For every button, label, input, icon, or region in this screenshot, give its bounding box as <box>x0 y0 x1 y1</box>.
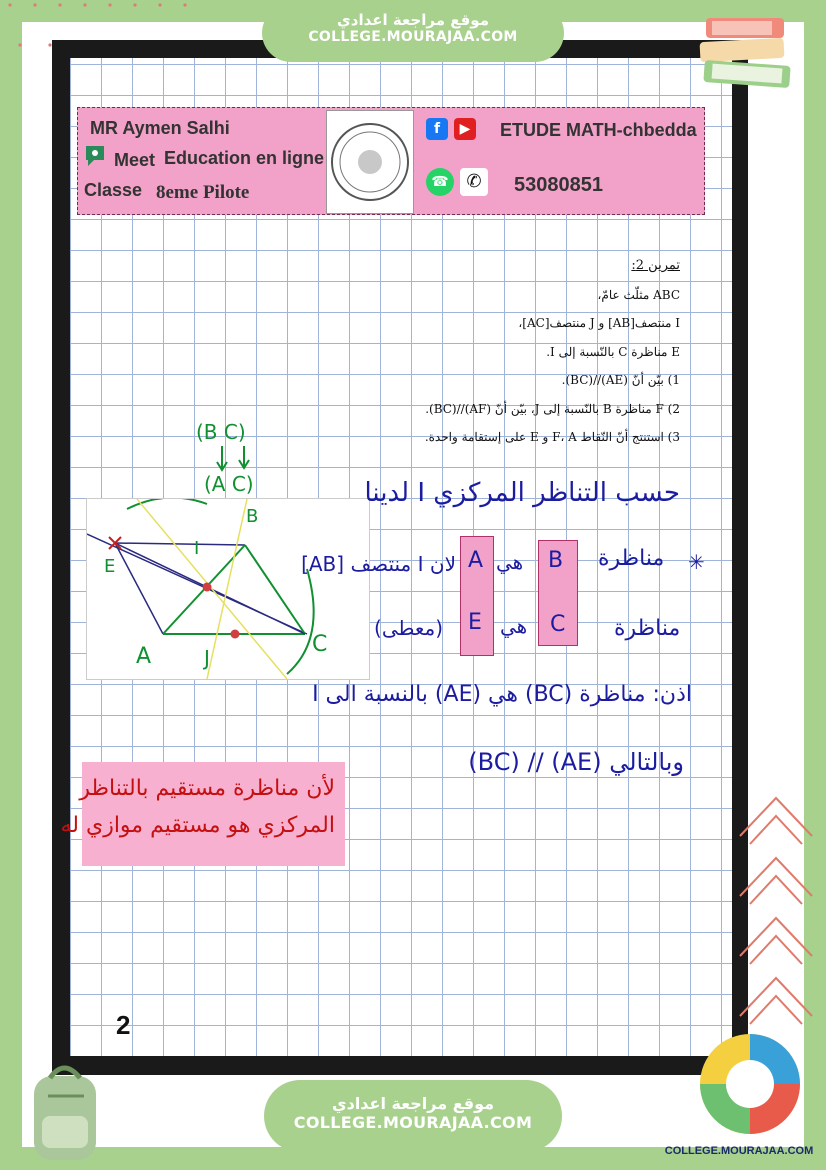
chevron-up-icon <box>736 792 816 1052</box>
label-C: C <box>312 632 328 657</box>
label-B: B <box>246 506 259 527</box>
exercise-line: ABC مثلّث عامّ، <box>597 287 680 302</box>
row1-right: لان I منتصف [AB] <box>301 552 456 576</box>
row1-left: مناظرة <box>598 546 665 571</box>
teacher-name: MR Aymen Salhi <box>90 118 230 138</box>
solution-line-1: حسب التناظر المركزي I لدينا <box>364 478 680 508</box>
exercise-line: I منتصف[AB] و J منتصف[AC]، <box>518 316 680 330</box>
meet-label: Meet <box>114 150 156 170</box>
page-name: ETUDE MATH-chbedda <box>500 120 697 140</box>
row1-box1-letter: B <box>548 548 564 573</box>
exercise-line: 3) استنتج أنّ النّقاط F، A و E على إستقامة واحدة. <box>424 430 680 444</box>
exercise-title: تمرين 2: <box>631 258 680 273</box>
site-banner-top[interactable] <box>262 4 564 62</box>
label-J: J <box>204 646 210 670</box>
pair-bottom: (A C) <box>204 472 254 496</box>
exercise-line: 1) بيّن أنّ (AE)//(BC). <box>561 373 680 387</box>
row2-right: (معطى) <box>374 616 444 640</box>
books-icon <box>692 8 802 98</box>
note-line-2: المركزي هو مستقيم موازي له <box>60 813 335 838</box>
row2-box2-letter: E <box>468 610 482 635</box>
college-logo <box>694 1024 818 1148</box>
geometry-figure <box>86 498 370 680</box>
facebook-icon[interactable]: f <box>426 118 448 140</box>
solution-line-4: وبالتالي (AE) // (BC) <box>468 748 684 776</box>
pink-note <box>60 762 345 866</box>
phone-icon[interactable]: ✆ <box>460 168 488 196</box>
label-I: I <box>194 538 200 559</box>
pair-top: (B C) <box>196 420 246 444</box>
whatsapp-icon[interactable]: ☎ <box>426 168 454 196</box>
row2-box1-letter: C <box>550 612 566 637</box>
note-line-1: لأن مناظرة مستقيم بالتناظر <box>79 776 335 801</box>
class-label: Classe <box>84 180 143 200</box>
class-value: 8eme Pilote <box>156 182 250 203</box>
row2-mid: هي <box>500 614 528 638</box>
row1-box2-letter: A <box>468 548 484 573</box>
label-A: A <box>136 644 152 669</box>
meet-icon <box>84 144 106 170</box>
arrow-down-icon <box>214 444 254 474</box>
row1-mid: هي <box>496 550 524 574</box>
backpack-icon <box>14 1056 114 1166</box>
phone-number: 53080851 <box>514 174 603 196</box>
site-banner-bottom[interactable] <box>264 1080 562 1152</box>
exercise-statement <box>300 252 680 452</box>
banner-arabic: موقع مراجعة اعدادي <box>331 1094 495 1113</box>
exercise-line: E مناظرة C بالنّسبة إلى I. <box>546 344 680 359</box>
label-E: E <box>104 556 116 577</box>
banner-url: COLLEGE.MOURAJAA.COM <box>308 29 518 45</box>
exercise-line: 2) F مناظرة B بالنّسبة إلى J، بيّن أنّ (AF)//(BC). <box>425 401 680 416</box>
banner-url: COLLEGE.MOURAJAA.COM <box>293 1113 533 1132</box>
teacher-logo <box>326 110 414 214</box>
page-number: 2 <box>116 1010 131 1040</box>
banner-arabic: موقع مراجعة اعدادي <box>337 11 489 29</box>
footer-logo-text: COLLEGE.MOURAJAA.COM <box>664 1145 814 1157</box>
asterisk-icon: ✳ <box>688 550 705 574</box>
solution-line-3: اذن: مناظرة (BC) هي (AE) بالنسبة الى I <box>312 682 692 707</box>
platform-name: Education en ligne <box>164 148 325 168</box>
row2-left: مناظرة <box>614 616 681 641</box>
youtube-icon[interactable]: ▶ <box>454 118 476 140</box>
